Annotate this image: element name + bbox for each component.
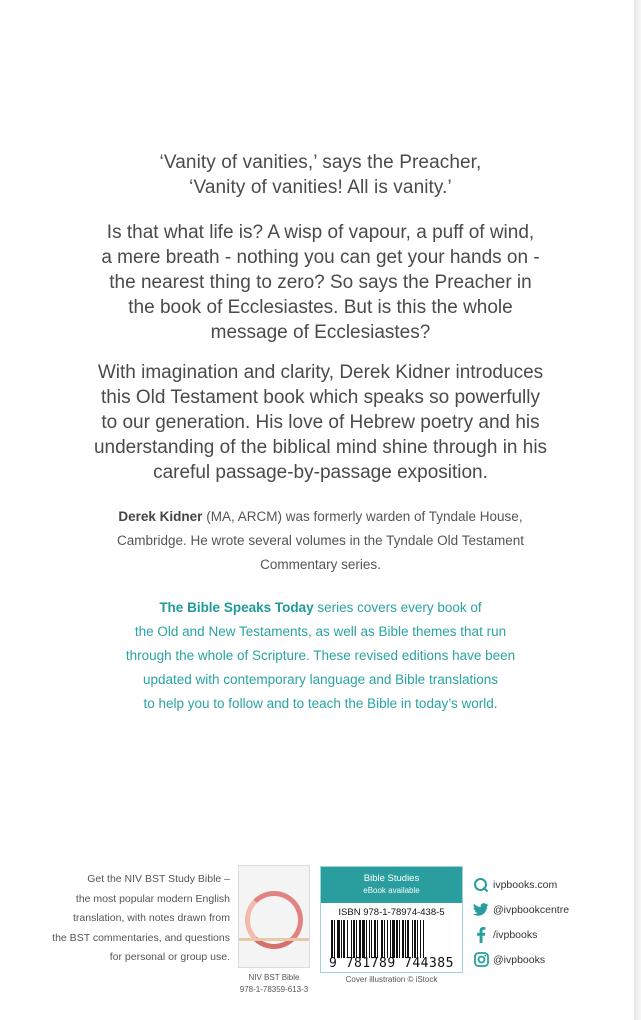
blurb-line: to our generation. His love of Hebrew poetry and his (101, 412, 540, 433)
study-bible-name: NIV BST Bible (248, 973, 300, 982)
series-line: the Old and New Testaments, as well as Bible themes that run (134, 624, 507, 639)
blurb-line: the nearest thing to zero? So says the Preacher in (109, 272, 532, 293)
promo-line: for personal or group use. (109, 951, 230, 963)
series-line: through the whole of Scripture. These revised editions have been (125, 648, 516, 663)
blurb-paragraph-2 (0, 360, 641, 485)
opening-quote (0, 150, 641, 200)
barcode-panel (320, 866, 463, 973)
social-label: @ivpbookcentre (493, 903, 570, 916)
blurb-line: Is that what life is? A wisp of vapour, a puff of wind, (106, 222, 535, 243)
blurb-line: careful passage-by-passage exposition. (153, 462, 488, 483)
thumbnail-band-art (239, 938, 309, 941)
cover-credit: Cover illustration © iStock (345, 975, 438, 984)
social-row-twitter[interactable] (472, 897, 622, 922)
barcode-bars (331, 920, 455, 958)
series-line (0, 596, 641, 620)
isbn-text: ISBN 978-1-78974-438-5 (338, 907, 445, 918)
instagram-icon (472, 951, 490, 969)
author-name: Derek Kidner (118, 509, 203, 524)
series-line: to help you to follow and to teach the Bible in today’s world. (143, 696, 498, 711)
category-header (321, 867, 462, 903)
study-bible-promo (30, 870, 230, 968)
social-row-instagram[interactable] (472, 947, 622, 972)
author-bio-text: (MA, ARCM) was formerly warden of Tyndale House, (202, 509, 523, 524)
social-links (472, 872, 622, 972)
facebook-icon (472, 926, 490, 944)
quote-line: ‘Vanity of vanities,’ says the Preacher, (159, 152, 482, 173)
series-description (0, 596, 641, 716)
promo-line: the BST commentaries, and questions (52, 931, 230, 944)
study-bible-cover-thumbnail (238, 865, 310, 968)
series-name: The Bible Speaks Today (159, 600, 314, 615)
blurb-line: a mere breath - nothing you can get your hands on - (101, 247, 540, 268)
promo-line: Get the NIV BST Study Bible – (87, 873, 230, 885)
author-bio (0, 505, 641, 577)
twitter-bird-icon (472, 901, 490, 919)
author-bio-line: Commentary series. (260, 557, 381, 572)
social-label: @ivpbooks (493, 953, 546, 966)
blurb-line: With imagination and clarity, Derek Kidner introduces (97, 362, 544, 383)
study-bible-isbn: 978-1-78359-613-3 (239, 985, 309, 994)
quote-line: ‘Vanity of vanities! All is vanity.’ (189, 177, 452, 198)
blurb-line: this Old Testament book which speaks so powerfully (101, 387, 540, 408)
social-label: ivpbooks.com (493, 878, 558, 891)
author-bio-line (0, 505, 641, 529)
study-bible-caption (232, 972, 316, 996)
blurb-line: understanding of the biblical mind shine through in his (93, 437, 548, 458)
promo-line: the most popular modern English (75, 892, 230, 905)
ivp-q-logo-icon (472, 876, 490, 894)
ebook-label: eBook available (363, 886, 420, 895)
blurb-line: the book of Ecclesiastes. But is this the whole (128, 297, 513, 318)
barcode-digits: 9 781789 744385 (329, 956, 454, 971)
promo-line: translation, with notes drawn from (73, 912, 230, 924)
social-label: /ivpbooks (493, 928, 538, 941)
series-line: updated with contemporary language and Bible translations (143, 672, 498, 687)
social-row-website[interactable] (472, 872, 622, 897)
author-bio-line: Cambridge. He wrote several volumes in the Tyndale Old Testament (117, 533, 524, 548)
social-row-facebook[interactable] (472, 922, 622, 947)
series-text: series covers every book of (313, 600, 482, 615)
blurb-paragraph-1 (0, 220, 641, 345)
category-label: Bible Studies (363, 873, 420, 884)
blurb-line: message of Ecclesiastes? (210, 322, 431, 343)
